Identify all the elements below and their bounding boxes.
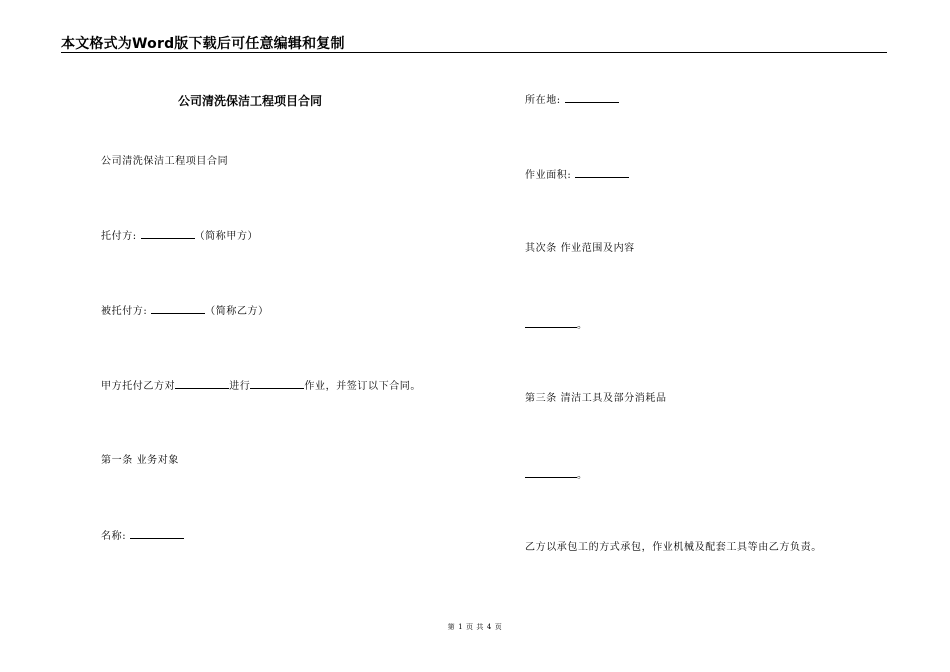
page-number: 第 1 页 共 4 页: [447, 623, 503, 631]
entrust-part-2: 进行: [229, 381, 251, 392]
name-blank: [130, 529, 184, 539]
party-a-blank: [141, 229, 195, 239]
entrust-part-3: 作业，并签订以下合同。: [304, 381, 422, 392]
name-label: 名称:: [101, 531, 127, 542]
article-3-end: 。: [577, 470, 588, 481]
article-2-blank: [525, 318, 577, 328]
entrust-part-1: 甲方托付乙方对: [101, 381, 176, 392]
document-title: 公司清洗保洁工程项目合同: [178, 94, 323, 108]
party-a-note: （简称甲方）: [194, 231, 259, 242]
article-3-blank: [525, 468, 577, 478]
article-2-end: 。: [577, 320, 588, 331]
article-3-heading: 第三条 清洁工具及部分消耗品: [525, 393, 667, 404]
location-label: 所在地:: [525, 95, 561, 106]
party-b-note: （简称乙方）: [205, 306, 269, 317]
article-1-heading: 第一条 业务对象: [101, 455, 179, 466]
party-b-blank: [151, 304, 205, 314]
area-label: 作业面积:: [525, 170, 572, 181]
location-blank: [565, 93, 619, 103]
article-3-content: [525, 468, 588, 483]
article-2-content: [525, 318, 588, 333]
contract-name-line: 公司清洗保洁工程项目合同: [101, 156, 229, 167]
entrust-object-blank: [175, 379, 229, 389]
area-line: [525, 168, 629, 183]
party-a-label: 托付方:: [101, 231, 137, 242]
contract-note: 乙方以承包工的方式承包，作业机械及配套工具等由乙方负责。: [525, 542, 822, 553]
article-2-heading: 其次条 作业范围及内容: [525, 243, 635, 254]
party-b-line: [101, 304, 269, 319]
entrust-statement: [101, 379, 421, 394]
download-banner: 本文格式为Word版下载后可任意编辑和复制: [61, 36, 345, 52]
location-line: [525, 93, 619, 108]
party-b-label: 被托付方:: [101, 306, 148, 317]
name-line: [101, 529, 184, 544]
header-divider: [61, 52, 887, 53]
party-a-line: [101, 229, 258, 244]
area-blank: [575, 168, 629, 178]
entrust-work-blank: [250, 379, 304, 389]
